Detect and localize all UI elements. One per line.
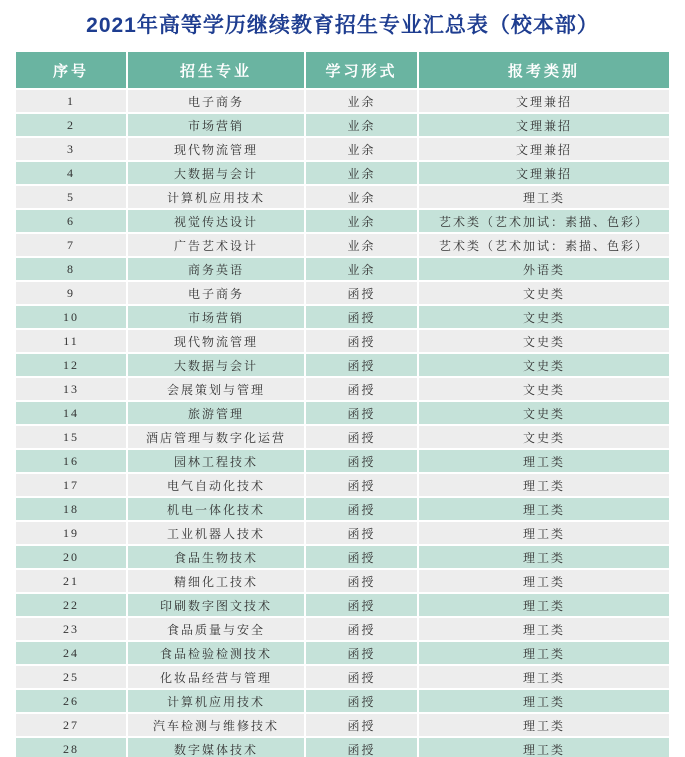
cell-category: 文史类 (419, 282, 669, 304)
table-row (16, 90, 669, 112)
cell-form: 业余 (306, 114, 417, 136)
cell-no: 1 (16, 90, 126, 112)
majors-table (14, 50, 671, 757)
cell-major: 大数据与会计 (128, 354, 304, 376)
cell-major: 市场营销 (128, 306, 304, 328)
table-row (16, 234, 669, 256)
cell-no: 27 (16, 714, 126, 736)
cell-form: 函授 (306, 738, 417, 757)
cell-no: 20 (16, 546, 126, 568)
cell-category: 文理兼招 (419, 90, 669, 112)
cell-major: 大数据与会计 (128, 162, 304, 184)
cell-major: 食品生物技术 (128, 546, 304, 568)
cell-major: 电子商务 (128, 90, 304, 112)
cell-major: 汽车检测与维修技术 (128, 714, 304, 736)
cell-category: 文理兼招 (419, 114, 669, 136)
page-title: 2021年高等学历继续教育招生专业汇总表（校本部） (86, 14, 599, 37)
table-row (16, 450, 669, 472)
cell-major: 旅游管理 (128, 402, 304, 424)
cell-form: 函授 (306, 642, 417, 664)
cell-no: 6 (16, 210, 126, 232)
cell-form: 函授 (306, 618, 417, 640)
table-row (16, 258, 669, 280)
cell-major: 印刷数字图文技术 (128, 594, 304, 616)
cell-category: 理工类 (419, 738, 669, 757)
cell-category: 文理兼招 (419, 138, 669, 160)
table-row (16, 282, 669, 304)
cell-no: 13 (16, 378, 126, 400)
table-row (16, 210, 669, 232)
table-row (16, 330, 669, 352)
table-row (16, 498, 669, 520)
cell-form: 函授 (306, 714, 417, 736)
cell-major: 现代物流管理 (128, 330, 304, 352)
cell-form: 函授 (306, 450, 417, 472)
cell-major: 机电一体化技术 (128, 498, 304, 520)
cell-no: 2 (16, 114, 126, 136)
table-row (16, 354, 669, 376)
cell-no: 8 (16, 258, 126, 280)
cell-form: 业余 (306, 258, 417, 280)
cell-major: 计算机应用技术 (128, 690, 304, 712)
cell-major: 计算机应用技术 (128, 186, 304, 208)
table-row (16, 306, 669, 328)
cell-major: 食品检验检测技术 (128, 642, 304, 664)
cell-major: 会展策划与管理 (128, 378, 304, 400)
cell-category: 理工类 (419, 618, 669, 640)
table-row (16, 546, 669, 568)
cell-form: 函授 (306, 546, 417, 568)
cell-no: 7 (16, 234, 126, 256)
cell-no: 15 (16, 426, 126, 448)
cell-category: 理工类 (419, 186, 669, 208)
cell-category: 文史类 (419, 354, 669, 376)
table-row (16, 378, 669, 400)
table-body (16, 90, 669, 757)
cell-no: 19 (16, 522, 126, 544)
cell-category: 理工类 (419, 570, 669, 592)
cell-no: 25 (16, 666, 126, 688)
cell-category: 艺术类（艺术加试：素描、色彩） (419, 210, 669, 232)
cell-major: 数字媒体技术 (128, 738, 304, 757)
cell-no: 22 (16, 594, 126, 616)
cell-no: 11 (16, 330, 126, 352)
cell-form: 函授 (306, 378, 417, 400)
cell-category: 理工类 (419, 594, 669, 616)
cell-no: 10 (16, 306, 126, 328)
cell-category: 理工类 (419, 690, 669, 712)
cell-category: 文史类 (419, 306, 669, 328)
cell-no: 21 (16, 570, 126, 592)
cell-category: 理工类 (419, 474, 669, 496)
cell-category: 理工类 (419, 498, 669, 520)
cell-category: 理工类 (419, 714, 669, 736)
header-cell-category: 报考类别 (419, 52, 669, 88)
cell-form: 函授 (306, 282, 417, 304)
cell-category: 理工类 (419, 450, 669, 472)
table-row (16, 474, 669, 496)
table-row (16, 162, 669, 184)
cell-no: 18 (16, 498, 126, 520)
cell-form: 业余 (306, 210, 417, 232)
cell-form: 函授 (306, 402, 417, 424)
cell-major: 园林工程技术 (128, 450, 304, 472)
cell-major: 市场营销 (128, 114, 304, 136)
cell-category: 文史类 (419, 426, 669, 448)
cell-category: 理工类 (419, 546, 669, 568)
table-row (16, 642, 669, 664)
table-row (16, 426, 669, 448)
header-cell-form: 学习形式 (306, 52, 417, 88)
cell-form: 业余 (306, 138, 417, 160)
cell-category: 外语类 (419, 258, 669, 280)
cell-category: 理工类 (419, 522, 669, 544)
cell-major: 电气自动化技术 (128, 474, 304, 496)
cell-no: 4 (16, 162, 126, 184)
cell-major: 商务英语 (128, 258, 304, 280)
table-row (16, 138, 669, 160)
cell-no: 3 (16, 138, 126, 160)
cell-category: 文史类 (419, 330, 669, 352)
cell-form: 函授 (306, 522, 417, 544)
cell-no: 23 (16, 618, 126, 640)
cell-no: 5 (16, 186, 126, 208)
cell-form: 函授 (306, 498, 417, 520)
cell-major: 化妆品经营与管理 (128, 666, 304, 688)
cell-form: 函授 (306, 354, 417, 376)
cell-no: 12 (16, 354, 126, 376)
cell-category: 文史类 (419, 378, 669, 400)
cell-no: 26 (16, 690, 126, 712)
table-header (16, 52, 669, 88)
cell-no: 14 (16, 402, 126, 424)
cell-form: 函授 (306, 306, 417, 328)
table-row (16, 714, 669, 736)
cell-form: 函授 (306, 666, 417, 688)
cell-no: 24 (16, 642, 126, 664)
cell-major: 精细化工技术 (128, 570, 304, 592)
table-row (16, 738, 669, 757)
table-row (16, 186, 669, 208)
cell-form: 业余 (306, 90, 417, 112)
cell-form: 业余 (306, 234, 417, 256)
table-row (16, 570, 669, 592)
header-cell-no: 序号 (16, 52, 126, 88)
cell-form: 业余 (306, 162, 417, 184)
cell-major: 食品质量与安全 (128, 618, 304, 640)
cell-no: 16 (16, 450, 126, 472)
cell-no: 17 (16, 474, 126, 496)
cell-form: 函授 (306, 594, 417, 616)
cell-form: 函授 (306, 570, 417, 592)
cell-major: 工业机器人技术 (128, 522, 304, 544)
cell-major: 广告艺术设计 (128, 234, 304, 256)
table-row (16, 618, 669, 640)
header-cell-major: 招生专业 (128, 52, 304, 88)
cell-major: 视觉传达设计 (128, 210, 304, 232)
cell-form: 函授 (306, 426, 417, 448)
cell-major: 酒店管理与数字化运营 (128, 426, 304, 448)
table-row (16, 402, 669, 424)
table-row (16, 522, 669, 544)
cell-category: 艺术类（艺术加试：素描、色彩） (419, 234, 669, 256)
cell-form: 业余 (306, 186, 417, 208)
cell-form: 函授 (306, 690, 417, 712)
cell-category: 文理兼招 (419, 162, 669, 184)
table-row (16, 690, 669, 712)
header-row (16, 52, 669, 88)
cell-no: 9 (16, 282, 126, 304)
cell-category: 理工类 (419, 642, 669, 664)
cell-no: 28 (16, 738, 126, 757)
cell-major: 电子商务 (128, 282, 304, 304)
table-row (16, 114, 669, 136)
table-row (16, 666, 669, 688)
cell-form: 函授 (306, 330, 417, 352)
cell-category: 理工类 (419, 666, 669, 688)
table-row (16, 594, 669, 616)
cell-form: 函授 (306, 474, 417, 496)
cell-category: 文史类 (419, 402, 669, 424)
cell-major: 现代物流管理 (128, 138, 304, 160)
